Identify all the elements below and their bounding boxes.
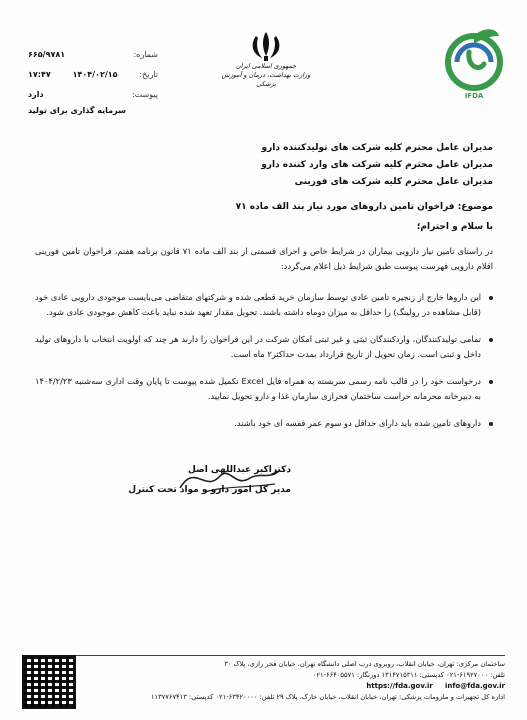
ifda-logo-icon: [439, 22, 509, 100]
footer-email-link[interactable]: info@fda.gov.ir: [445, 682, 505, 690]
list-item: [35, 290, 493, 320]
iran-emblem-icon: [248, 30, 284, 62]
attachment-label: پیوست:: [131, 89, 158, 99]
footer-branch-address: اداره کل تجهیزات و ملزومات پزشکی: تهران، خیابان انقلاب، خیابان خارک، پلاک ۲۹ تلفن: ۶۳۴۲۰۰۰۰-۰۲۱ کدپستی: ۱۱۳۷۷۶۷۴۱۳: [150, 693, 505, 701]
footer-divider: [22, 655, 505, 656]
attachment-value: دارد: [28, 89, 44, 99]
bullet-icon: [489, 338, 493, 342]
signer-title: مدیر کل امور دارو و مواد تحت کنترل: [128, 485, 291, 495]
list-item: [35, 374, 493, 404]
bullet-icon: [489, 422, 493, 426]
emblem-caption-line2: وزارت بهداشت، درمان و آموزش پزشکی: [221, 71, 311, 88]
letter-footer: [105, 659, 505, 703]
list-item-text: درخواست خود را در قالب نامه رسمی سربسته به همراه فایل Excel تکمیل شده پیوست تا پایان وقت اداری سه‌شنبه ۱۴۰۴/۲/۲۳ به دبیرخانه محرمانه حراست ساختمان فخرازی سازمان غذا و دارو تحویل نمایید.: [35, 376, 481, 401]
time-value: ۱۷:۴۷: [28, 69, 51, 79]
list-item-text: تمامی تولیدکنندگان، واردکنندگان ثبتی و غیر ثبتی امکان شرکت در این فراخوان را دارند هر چند که اولویت انتخاب با داروهای تولید داخل و ثبتی است. زمان تحویل از تاریخ قرارداد بمدت حداکثر۲ ماه است.: [35, 334, 481, 359]
attachment-row: [28, 84, 158, 104]
footer-contacts: [105, 670, 505, 681]
ifda-label: IFDA: [464, 92, 484, 100]
footer-phones: تلفن: ۶۱۹۲۷۰۰۰-۰۲۱ کدپستی: ۱۳۱۴۷۱۵۳۱۱ دورنگار: ۶۶۴۰۵۵۷۱-۰۲۱: [312, 671, 505, 679]
emblem-caption: [218, 62, 314, 89]
number-value: ۶۶۵/۹۷۸۱: [28, 49, 66, 59]
letter-greeting: با سلام و احترام؛: [416, 222, 493, 232]
addressee-line: مدیران عامل محترم کلیه شرکت های فورینی: [294, 177, 493, 187]
addressee-line: مدیران عامل محترم کلیه شرکت های وارد کننده دارو: [261, 160, 493, 170]
bullet-icon: [489, 296, 493, 300]
letter-subject: موضوع: فراخوان تامین داروهای مورد نیاز بند الف ماده ۷۱: [235, 202, 493, 212]
addressee-line: مدیران عامل محترم کلیه شرکت های تولیدکننده دارو: [261, 143, 493, 153]
bullet-icon: [489, 380, 493, 384]
date-row: [28, 64, 158, 84]
emblem-caption-line1: جمهوری اسلامی ایران: [235, 62, 297, 70]
footer-web: [105, 681, 505, 692]
list-item-text: این داروها خارج از زنجیره تامین عادی توسط سازمان خرید قطعی شده و شرکتهای متقاضی می‌بایست موجودی دارویی عادی خود (قابل مشاهده در رولینگ) را حداقل به میزان دوماه داشته باشند. تحویل مقدار تعهد شده نباید باعث کاهش موجودی عادی شود.: [35, 292, 481, 317]
addressees: [261, 140, 493, 191]
footer-website-link[interactable]: https://fda.gov.ir: [366, 682, 433, 690]
signer-name: دکتراکبر عبداللهی اصل: [187, 465, 291, 475]
footer-address: ساختمان مرکزی: تهران، خیابان انقلاب، روبروی درب اصلی دانشگاه تهران، خیابان فخر رازی، پلاک ۳۰: [224, 660, 505, 668]
date-label: تاریخ:: [139, 69, 158, 79]
list-item-text: داروهای تامین شده باید دارای حداقل دو سوم عمر قفسه ای خود باشند.: [234, 418, 481, 428]
letter-items: [35, 290, 493, 443]
signature-block: [128, 460, 291, 500]
department-note: سرمایه گذاری برای تولید: [28, 106, 126, 115]
list-item: [35, 416, 493, 431]
number-label: شماره:: [133, 49, 158, 59]
date-value: ۱۴۰۴/۰۲/۱۵: [72, 69, 118, 79]
number-row: [28, 44, 158, 64]
qr-code-icon: [22, 655, 76, 709]
list-item: [35, 332, 493, 362]
letter-intro: در راستای تامین نیاز دارویی بیماران در شرایط خاص و اجرای قسمتی از بند الف ماده ۷۱ قانون برنامه هفتم، فراخوان تامین فورینی اقلام دارویی فهرست پیوست طبق شرایط ذیل اعلام می‌گردد:: [35, 246, 493, 271]
letter-meta: [28, 44, 158, 115]
